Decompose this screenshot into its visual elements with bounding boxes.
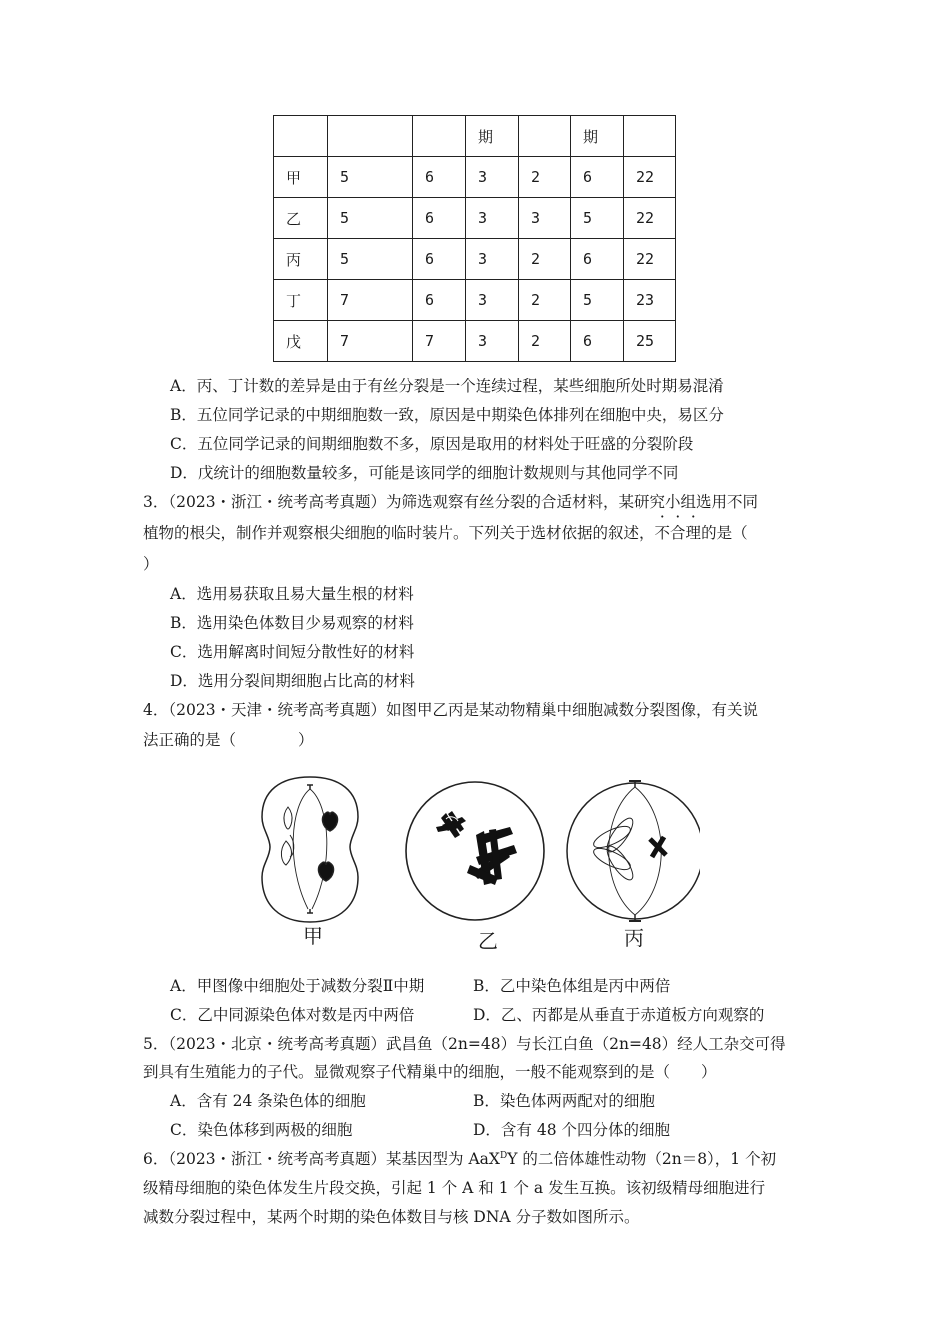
table-header-cell bbox=[519, 116, 571, 157]
figure-label-yi: 乙 bbox=[478, 929, 498, 953]
table-cell: 6 bbox=[571, 239, 624, 280]
table-cell: 7 bbox=[328, 280, 413, 321]
q4-option-d: D．乙、丙都是从垂直于赤道板方向观察的 bbox=[473, 1006, 765, 1024]
table-header-cell bbox=[274, 116, 328, 157]
table-row bbox=[274, 321, 676, 362]
emphasis-char: 理 bbox=[685, 524, 702, 542]
table-cell: 2 bbox=[519, 280, 571, 321]
table-cell: 5 bbox=[571, 198, 624, 239]
q4-stem-line1: 4．（2023・天津・统考高考真题）如图甲乙丙是某动物精巢中细胞减数分裂图像，有关说 bbox=[143, 701, 759, 719]
table-cell: 6 bbox=[413, 198, 466, 239]
table-cell: 5 bbox=[328, 157, 413, 198]
q3-stem-line1: 3．（2023・浙江・统考高考真题）为筛选观察有丝分裂的合适材料，某研究小组选用不同 bbox=[143, 493, 759, 511]
emphasis-char: 合 bbox=[670, 524, 686, 542]
table-header-cell bbox=[328, 116, 413, 157]
table-cell: 3 bbox=[466, 321, 519, 362]
q2-option-b: B．五位同学记录的中期细胞数一致，原因是中期染色体排列在细胞中央，易区分 bbox=[170, 406, 724, 424]
q4-stem-line2: 法正确的是（ ） bbox=[143, 731, 314, 749]
table-row-label: 丙 bbox=[274, 239, 328, 280]
q4-option-b: B．乙中染色体组是丙中两倍 bbox=[473, 977, 671, 995]
table-cell: 6 bbox=[571, 157, 624, 198]
figure-label-jia: 甲 bbox=[303, 924, 323, 948]
q2-option-a: A．丙、丁计数的差异是由于有丝分裂是一个连续过程，某些细胞所处时期易混淆 bbox=[170, 377, 724, 395]
q6-stem-line2: 级精母细胞的染色体发生片段交换，引起 1 个 A 和 1 个 a 发生互换。该初级精母细胞进行 bbox=[143, 1179, 766, 1197]
q3-stem-tail: 的是（ bbox=[701, 524, 748, 542]
table-row bbox=[274, 157, 676, 198]
table-row-label: 戊 bbox=[274, 321, 328, 362]
table-cell: 6 bbox=[413, 280, 466, 321]
q5-stem-line1: 5．（2023・北京・统考高考真题）武昌鱼（2n=48）与长江白鱼（2n=48）经人工杂交可得 bbox=[143, 1035, 786, 1053]
q4-option-a: A．甲图像中细胞处于减数分裂Ⅱ中期 bbox=[170, 977, 425, 995]
q5-option-a: A．含有 24 条染色体的细胞 bbox=[170, 1092, 366, 1110]
table-cell: 22 bbox=[624, 157, 676, 198]
q5-stem-line2: 到具有生殖能力的子代。显微观察子代精巢中的细胞，一般不能观察到的是（ ） bbox=[143, 1063, 717, 1081]
q3-option-c: C．选用解离时间短分散性好的材料 bbox=[170, 643, 415, 661]
table-row-label: 丁 bbox=[274, 280, 328, 321]
table-row bbox=[274, 239, 676, 280]
table-header-cell: 期 bbox=[571, 116, 624, 157]
table-cell: 3 bbox=[519, 198, 571, 239]
table-cell: 5 bbox=[571, 280, 624, 321]
q3-stem-line3: ） bbox=[143, 555, 159, 573]
table-cell: 22 bbox=[624, 198, 676, 239]
q3-option-d: D．选用分裂间期细胞占比高的材料 bbox=[170, 672, 415, 690]
table-cell: 25 bbox=[624, 321, 676, 362]
q5-option-d: D．含有 48 个四分体的细胞 bbox=[473, 1121, 671, 1139]
q4-option-c: C．乙中同源染色体对数是丙中两倍 bbox=[170, 1006, 415, 1024]
table-cell: 22 bbox=[624, 239, 676, 280]
table-header-cell bbox=[624, 116, 676, 157]
table-cell: 7 bbox=[413, 321, 466, 362]
emphasis-char: 不 bbox=[654, 524, 671, 542]
q3-emphasis bbox=[655, 524, 702, 542]
q6-stem-tail: Y 的二倍体雄性动物（2n＝8），1 个初 bbox=[507, 1150, 777, 1168]
table-cell: 2 bbox=[519, 157, 571, 198]
q5-option-c: C．染色体移到两极的细胞 bbox=[170, 1121, 353, 1139]
table-row-label: 乙 bbox=[274, 198, 328, 239]
table-row bbox=[274, 198, 676, 239]
table-cell: 23 bbox=[624, 280, 676, 321]
q2-option-c: C．五位同学记录的间期细胞数不多，原因是取用的材料处于旺盛的分裂阶段 bbox=[170, 435, 694, 453]
table-cell: 6 bbox=[413, 157, 466, 198]
table-cell: 3 bbox=[466, 280, 519, 321]
cell-yi bbox=[406, 782, 544, 920]
q3-option-b: B．选用染色体数目少易观察的材料 bbox=[170, 614, 414, 632]
cell-jia bbox=[262, 777, 358, 922]
q5-option-b: B．染色体两两配对的细胞 bbox=[473, 1092, 655, 1110]
table-header-cell bbox=[413, 116, 466, 157]
table-cell: 3 bbox=[466, 198, 519, 239]
q6-stem-line1 bbox=[143, 1148, 776, 1170]
figure-label-bing: 丙 bbox=[624, 926, 644, 950]
table-cell: 2 bbox=[519, 321, 571, 362]
q6-stem-text: 6．（2023・浙江・统考高考真题）某基因型为 AaX bbox=[143, 1150, 500, 1168]
cell-bing bbox=[567, 781, 700, 921]
table-cell: 7 bbox=[328, 321, 413, 362]
table-header-cell: 期 bbox=[466, 116, 519, 157]
q3-option-a: A．选用易获取且易大量生根的材料 bbox=[170, 585, 414, 603]
table-row bbox=[274, 280, 676, 321]
q3-stem-text: 植物的根尖，制作并观察根尖细胞的临时装片。下列关于选材依据的叙述， bbox=[143, 524, 655, 542]
table-header-row bbox=[274, 116, 676, 157]
table-cell: 5 bbox=[328, 198, 413, 239]
q2-option-d: D．戊统计的细胞数量较多，可能是该同学的细胞计数规则与其他同学不同 bbox=[170, 464, 679, 482]
q6-superscript: D bbox=[499, 1150, 508, 1161]
table-cell: 6 bbox=[413, 239, 466, 280]
q3-stem-line2 bbox=[143, 522, 748, 544]
table-row-label: 甲 bbox=[274, 157, 328, 198]
table-cell: 3 bbox=[466, 239, 519, 280]
table-cell: 2 bbox=[519, 239, 571, 280]
table-cell: 6 bbox=[571, 321, 624, 362]
cell-count-table bbox=[273, 115, 676, 362]
q6-stem-line3: 减数分裂过程中，某两个时期的染色体数目与核 DNA 分子数如图所示。 bbox=[143, 1208, 640, 1226]
table-cell: 5 bbox=[328, 239, 413, 280]
table-cell: 3 bbox=[466, 157, 519, 198]
